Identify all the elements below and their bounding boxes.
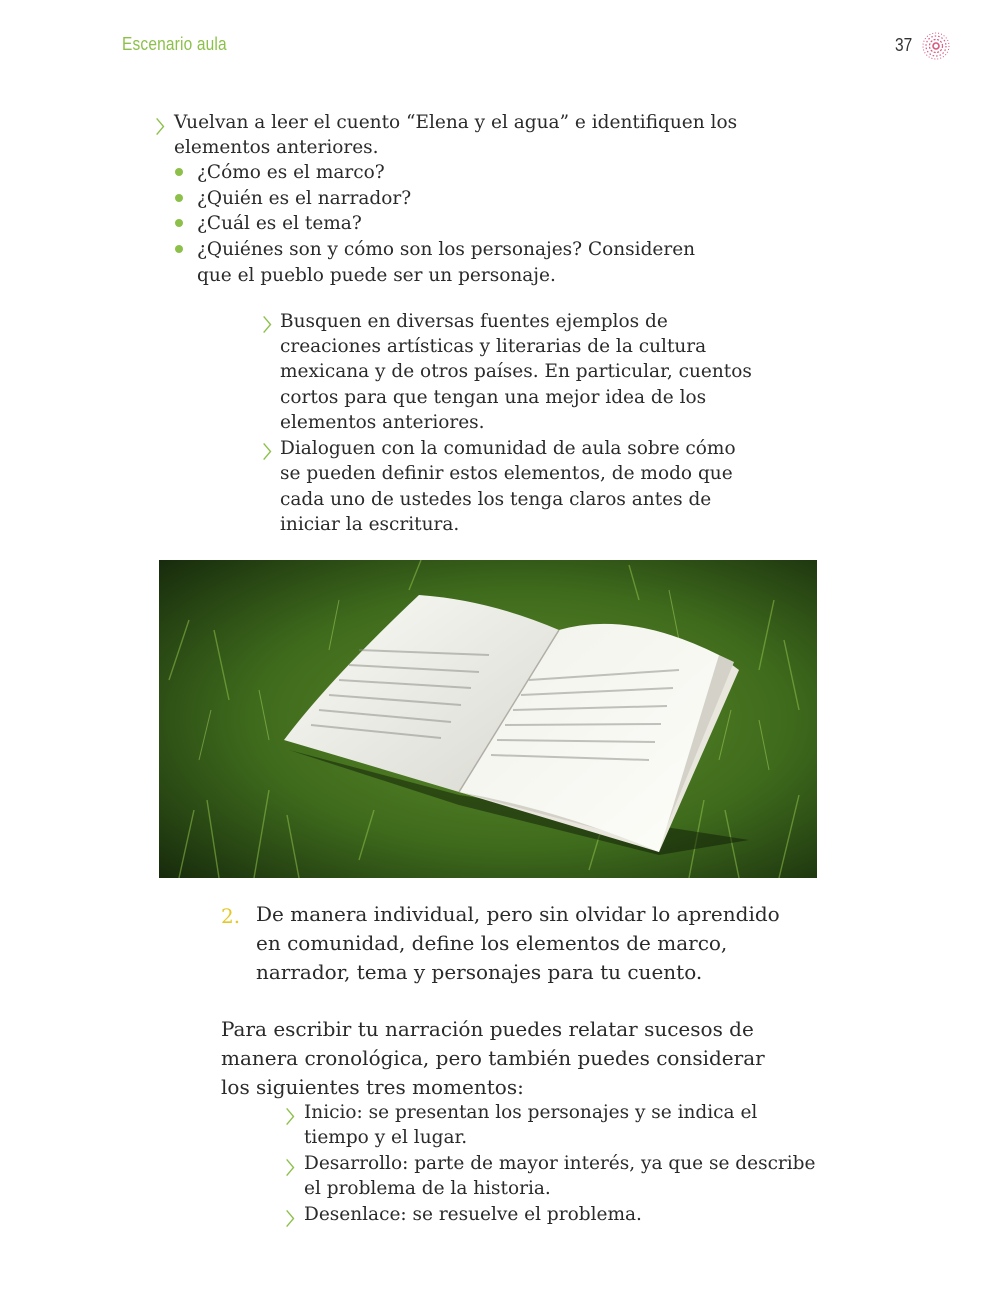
search-sources-line-3: mexicana y de otros países. En particular, cuentos: [280, 361, 752, 382]
search-sources-line-5: elementos anteriores.: [280, 412, 485, 433]
book-on-grass-photo: [159, 560, 817, 878]
question-characters-line-2: que el pueblo puede ser un personaje.: [197, 265, 556, 286]
chevron-right-icon: 〉: [263, 316, 280, 335]
bullet-dot: [175, 194, 183, 202]
chevron-right-icon: 〉: [286, 1159, 303, 1178]
question-narrator: ¿Quién es el narrador?: [197, 188, 412, 209]
moment-middle-line-1: Desarrollo: parte de mayor interés, ya que se describe: [304, 1153, 816, 1174]
moment-start-line-2: tiempo y el lugar.: [304, 1127, 468, 1148]
question-characters-line-1: ¿Quiénes son y cómo son los personajes? Consideren: [197, 239, 696, 260]
search-sources-line-1: Busquen en diversas fuentes ejemplos de: [280, 311, 668, 332]
question-theme: ¿Cuál es el tema?: [197, 213, 362, 234]
intro-line-2: elementos anteriores.: [174, 137, 379, 158]
dialogue-line-3: cada uno de ustedes los tenga claros antes de: [280, 489, 712, 510]
section-title: Escenario aula: [122, 34, 227, 54]
chevron-right-icon: 〉: [286, 1108, 303, 1127]
dialogue-line-2: se pueden definir estos elementos, de modo que: [280, 463, 733, 484]
sun-ornament-icon: [922, 32, 950, 60]
activity-number: 2.: [221, 904, 241, 928]
page-number: 37: [895, 35, 913, 55]
activity-line-3: narrador, tema y personajes para tu cuento.: [256, 960, 703, 984]
dialogue-line-1: Dialoguen con la comunidad de aula sobre cómo: [280, 438, 736, 459]
chevron-right-icon: 〉: [156, 118, 173, 137]
paragraph-line-3: los siguientes tres momentos:: [221, 1075, 524, 1099]
moment-middle-line-2: el problema de la historia.: [304, 1178, 551, 1199]
paragraph-line-2: manera cronológica, pero también puedes considerar: [221, 1046, 765, 1070]
chevron-right-icon: 〉: [263, 443, 280, 462]
question-frame: ¿Cómo es el marco?: [197, 162, 385, 183]
intro-line-1: Vuelvan a leer el cuento “Elena y el agua” e identifiquen los: [174, 112, 738, 133]
moment-start-line-1: Inicio: se presentan los personajes y se indica el: [304, 1102, 758, 1123]
dialogue-line-4: iniciar la escritura.: [280, 514, 460, 535]
activity-line-2: en comunidad, define los elementos de marco,: [256, 931, 728, 955]
paragraph-line-1: Para escribir tu narración puedes relatar sucesos de: [221, 1017, 754, 1041]
search-sources-line-4: cortos para que tengan una mejor idea de los: [280, 387, 707, 408]
moment-end-line-1: Desenlace: se resuelve el problema.: [304, 1204, 642, 1225]
activity-line-1: De manera individual, pero sin olvidar lo aprendido: [256, 902, 780, 926]
bullet-dot: [175, 245, 183, 253]
bullet-dot: [175, 168, 183, 176]
bullet-dot: [175, 219, 183, 227]
chevron-right-icon: 〉: [286, 1210, 303, 1229]
search-sources-line-2: creaciones artísticas y literarias de la cultura: [280, 336, 707, 357]
